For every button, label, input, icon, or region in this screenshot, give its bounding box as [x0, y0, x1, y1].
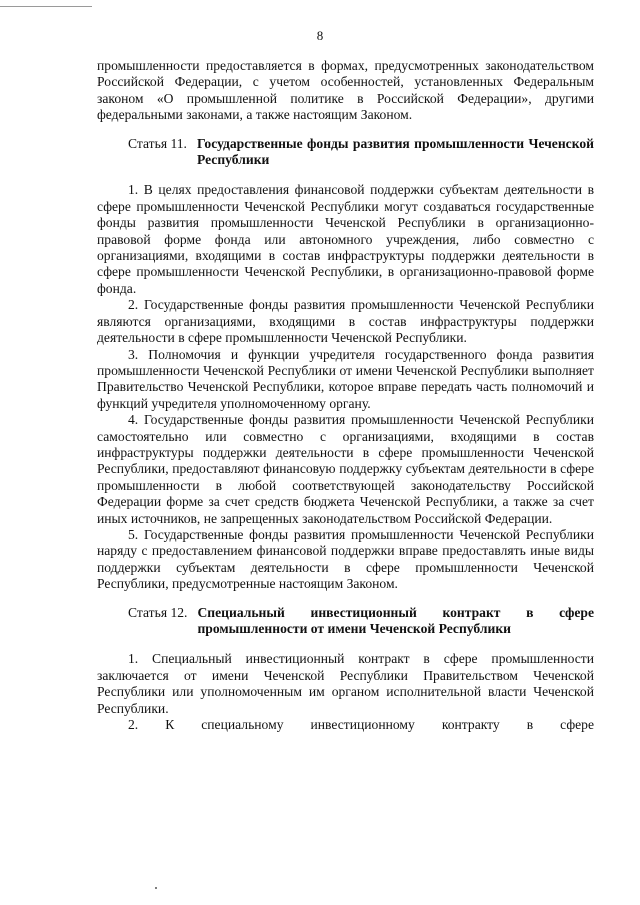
article-12-title: Специальный инвестиционный контракт в сфере промышленности от имени Чеченской Республики: [197, 604, 594, 636]
article-11-paragraph-3: 3. Полномочия и функции учредителя государственного фонда развития промышленности Чеченской Республики от имени Чеченской Республики выполняет Правительство Чеченской Республики, которое вправе передать часть полномочий и функций учредителя уполномоченному органу.: [97, 346, 594, 411]
article-12-paragraph-2: 2. К специальному инвестиционному контракту в сфере: [128, 717, 594, 733]
article-12-heading: [97, 605, 594, 638]
intro-paragraph: промышленности предоставляется в формах, предусмотренных законодательством Российской Федерации, с учетом особенностей, установленных Федеральным законом «О промышленной политике в Российской Федерации», другими федеральными законами, а также настоящим Законом.: [97, 58, 594, 123]
article-11-label: Статья 11.: [128, 135, 187, 151]
article-11-heading: [97, 136, 594, 169]
scan-edge-line: [0, 6, 92, 7]
scan-speck: [155, 887, 157, 889]
page-number: 8: [316, 28, 324, 43]
article-11-paragraph-1: 1. В целях предоставления финансовой поддержки субъектам деятельности в сфере промышленности Чеченской Республики могут создаваться государственные фонды развития промышленности Чеченской Республики в организационно-правовой форме фонда или автономного учреждения, либо совместно с организациями, входящими в состав инфраструктуры поддержки деятельности в сфере промышленности Чеченской Республики, в организационно-правовой форме фонда.: [97, 182, 594, 296]
article-11-title: Государственные фонды развития промышленности Чеченской Республики: [196, 135, 594, 168]
article-12-label: Статья 12.: [128, 604, 188, 620]
article-11-paragraph-4: 4. Государственные фонды развития промышленности Чеченской Республики самостоятельно или совместно с организациями, входящими в состав инфраструктуры поддержки деятельности в сфере промышленности Чеченской Республики, предоставляют финансовую поддержку субъектам деятельности в сфере промышленности в любой соответствующей законодательству Российской Федерации форме за счет средств бюджета Чеченской Республики, а также за счет иных источников, не запрещенных законодательством Российской Федерации.: [97, 412, 594, 526]
document-body: [97, 58, 594, 733]
article-11-paragraph-2: 2. Государственные фонды развития промышленности Чеченской Республики являются организациями, входящими в состав инфраструктуры поддержки деятельности в сфере промышленности Чеченской Республики.: [97, 297, 594, 346]
article-11-paragraph-5: 5. Государственные фонды развития промышленности Чеченской Республики наряду с предоставлением финансовой поддержки вправе предоставлять иные виды поддержки субъектам деятельности в сфере промышленности Чеченской Республики, предусмотренные настоящим Законом.: [97, 526, 594, 592]
article-12-paragraph-1: 1. Специальный инвестиционный контракт в сфере промышленности заключается от имени Чеченской Республики Правительством Чеченской Республики или уполномоченным им органом исполнительной власти Чеченской Республики.: [97, 651, 594, 716]
